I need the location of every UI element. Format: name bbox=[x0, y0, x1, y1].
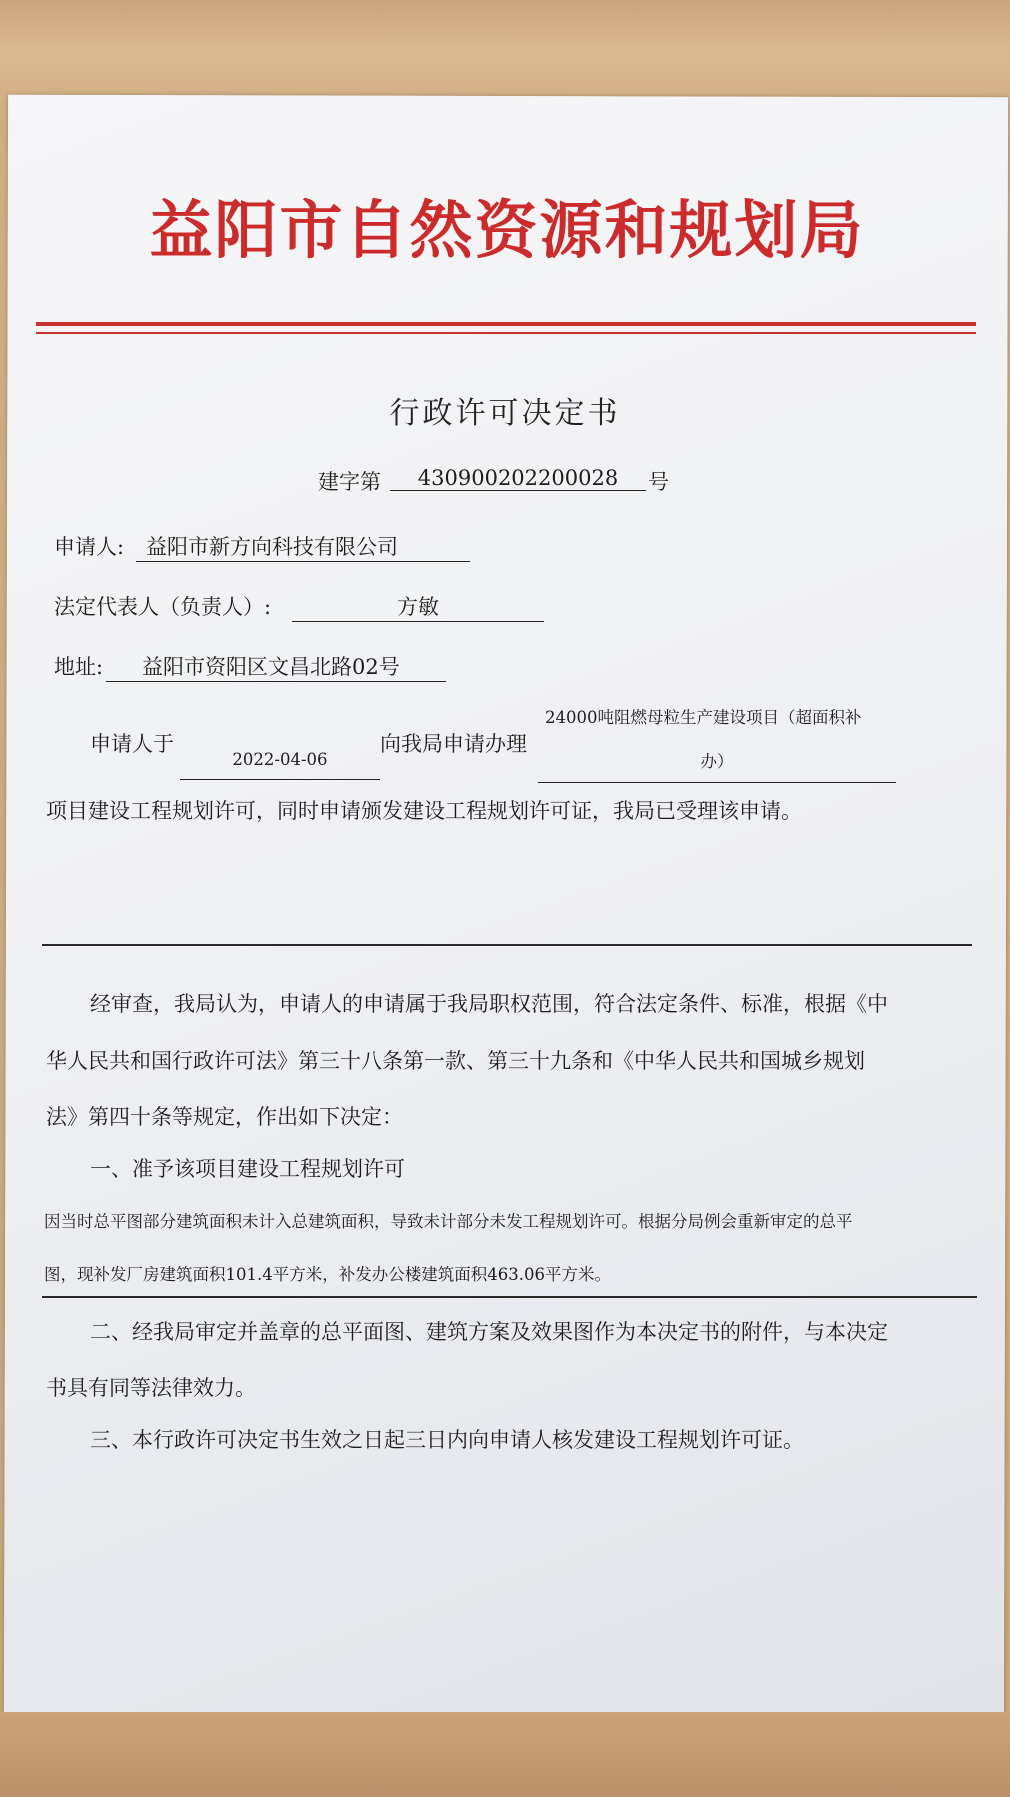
application-date: 2022-04-06 bbox=[180, 750, 380, 780]
doc-number-prefix: 建字第 bbox=[318, 470, 381, 494]
review-line-2: 华人民共和国行政许可法》第三十八条第一款、第三十九条和《中华人民共和国城乡规划 bbox=[46, 1049, 865, 1073]
application-continuation: 项目建设工程规划许可，同时申请颁发建设工程规划许可证，我局已受理该申请。 bbox=[46, 799, 802, 823]
project-name-line1: 24000吨阻燃母粒生产建设项目（超面积补 bbox=[545, 708, 862, 727]
note-divider bbox=[42, 1296, 977, 1298]
table-surface bbox=[0, 1712, 1010, 1797]
decision-note-line-2: 图，现补发厂房建筑面积101.4平方米，补发办公楼建筑面积463.06平方米。 bbox=[44, 1265, 611, 1284]
doc-number-suffix: 号 bbox=[648, 470, 669, 494]
address-label: 地址: bbox=[54, 655, 104, 679]
doc-number-value: 430900202200028 bbox=[390, 466, 646, 491]
decision-item-1: 一、准予该项目建设工程规划许可 bbox=[90, 1157, 405, 1181]
header-rule-thin bbox=[36, 332, 976, 334]
project-name-line2: 办） bbox=[538, 748, 896, 783]
decision-item-2-line-2: 书具有同等法律效力。 bbox=[46, 1376, 256, 1400]
application-mid: 向我局申请办理 bbox=[380, 732, 527, 756]
address-value: 益阳市资阳区文昌北路02号 bbox=[106, 651, 446, 682]
document-title: 行政许可决定书 bbox=[389, 396, 621, 431]
applicant-label: 申请人: bbox=[54, 535, 125, 559]
document-paper bbox=[4, 95, 1008, 1716]
header-rule-thick bbox=[36, 322, 976, 326]
application-lead: 申请人于 bbox=[90, 732, 174, 756]
representative-value: 方敏 bbox=[292, 591, 544, 622]
issuer-header: 益阳市自然资源和规划局 bbox=[149, 194, 865, 267]
section-divider bbox=[42, 944, 972, 946]
decision-item-2-line-1: 二、经我局审定并盖章的总平面图、建筑方案及效果图作为本决定书的附件，与本决定 bbox=[90, 1320, 888, 1344]
decision-item-3: 三、本行政许可决定书生效之日起三日内向申请人核发建设工程规划许可证。 bbox=[90, 1428, 804, 1452]
applicant-value: 益阳市新方向科技有限公司 bbox=[136, 531, 470, 562]
review-line-3: 法》第四十条等规定，作出如下决定： bbox=[46, 1105, 403, 1129]
representative-label: 法定代表人（负责人）: bbox=[54, 595, 272, 619]
review-line-1: 经审查，我局认为，申请人的申请属于我局职权范围，符合法定条件、标准，根据《中 bbox=[90, 992, 888, 1016]
decision-note-line-1: 因当时总平图部分建筑面积未计入总建筑面积，导致未计部分未发工程规划许可。根据分局例会重新审定的总平 bbox=[44, 1212, 853, 1231]
